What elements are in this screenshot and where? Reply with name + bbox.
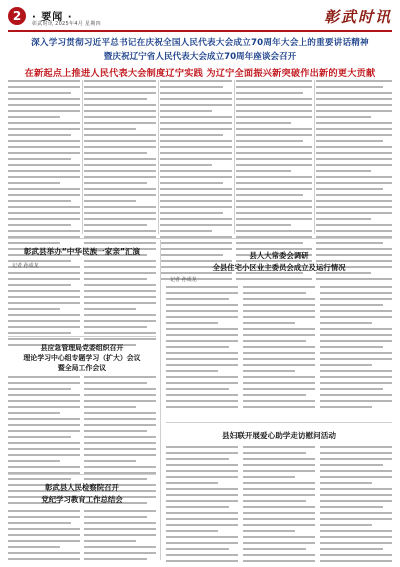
lead-headline — [8, 36, 392, 79]
article-3-headline-line2: 理论学习中心组专题学习（扩大）会议 — [23, 354, 141, 362]
article-1-col-2 — [84, 272, 156, 350]
article-5-headline-line2: 党纪学习教育工作总结会 — [41, 495, 123, 504]
column-divider — [158, 80, 159, 234]
article-4-col-2 — [243, 446, 315, 566]
article-2-headline: 县人大常委会调研 — [249, 251, 309, 260]
article-2-col-3 — [320, 286, 392, 412]
section-divider — [8, 238, 392, 239]
article-4-col-3 — [320, 446, 392, 566]
article-5-headline: 彰武县人民检察院召开 — [45, 483, 119, 492]
article-3-headline: 县应急管理局党委组织召开 — [40, 344, 124, 352]
lead-headline-line2: 暨庆祝辽宁省人民代表大会成立70周年座谈会召开 — [103, 52, 297, 62]
page-number-badge: 2 — [8, 7, 26, 25]
section-label: · 要闻 · — [32, 12, 73, 23]
brand-logo: 彰武时讯 — [323, 8, 392, 26]
section-divider — [166, 422, 392, 423]
article-5-col-2 — [84, 510, 156, 564]
column-divider — [160, 240, 161, 560]
article-3-headline-line3: 暨全局工作会议 — [57, 364, 107, 372]
article-4-col-1 — [166, 446, 238, 566]
masthead-rule — [8, 30, 392, 32]
article-2-col-2 — [243, 286, 315, 412]
lead-headline-line3: 在新起点上推进人民代表大会制度辽宁实践 为辽宁全面振兴新突破作出新的更大贡献 — [24, 68, 376, 79]
article-1-col-1 — [8, 272, 80, 350]
section-divider — [8, 474, 156, 475]
article-4-headline: 县妇联开展爱心助学走访慰问活动 — [222, 431, 336, 440]
article-2-headline-line2: 全县住宅小区业主委员会成立及运行情况 — [212, 263, 346, 272]
article-2-byline: 记者 孙成龙 — [170, 277, 197, 283]
edition-line: 彰武时讯 2025年4月 星期四 — [32, 21, 101, 27]
lead-headline-line1: 深入学习贯彻习近平总书记在庆祝全国人民代表大会成立70周年大会上的重要讲话精神 — [31, 38, 369, 48]
article-1-headline: 彰武县举办“中华民族一家亲”汇演 — [23, 247, 141, 256]
column-divider — [234, 80, 235, 234]
column-divider — [314, 80, 315, 234]
article-5-col-1 — [8, 510, 80, 564]
masthead — [8, 6, 392, 28]
article-2-col-1 — [166, 286, 238, 412]
article-1-byline: 记者 孙成龙 — [12, 263, 39, 269]
column-divider — [82, 80, 83, 234]
section-divider — [8, 336, 156, 337]
